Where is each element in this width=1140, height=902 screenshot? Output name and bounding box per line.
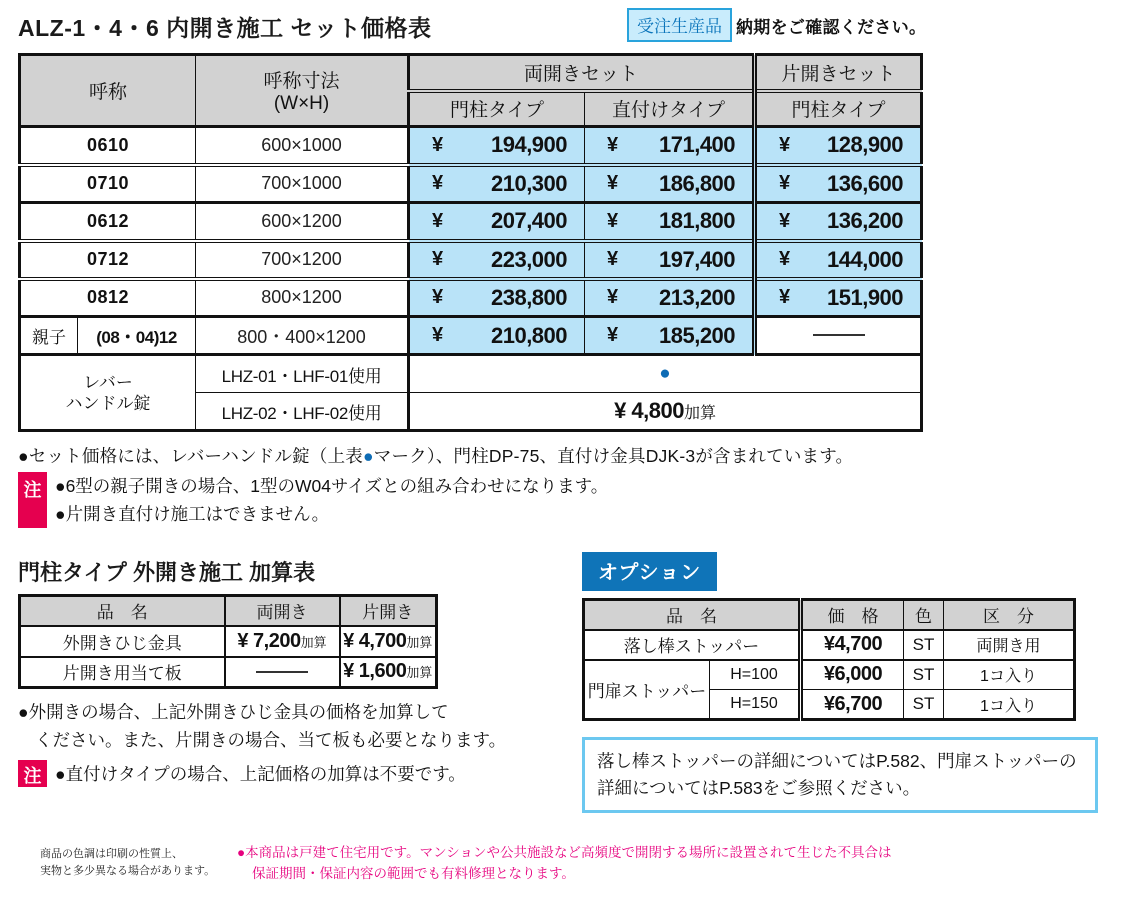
blue-dot-mark: ● <box>659 363 671 384</box>
yen-sign: ¥ <box>432 209 444 232</box>
yen-sign: ¥ <box>432 172 444 195</box>
options-table <box>582 598 1076 721</box>
classification: 両開き用 <box>944 630 1075 660</box>
price-cell <box>409 127 585 165</box>
size-code: (08・04)12 <box>78 317 196 355</box>
surcharge-table-wrap <box>18 594 438 689</box>
col-header-name: 呼称 <box>20 55 196 127</box>
product-name: 片開き用当て板 <box>20 657 225 688</box>
dimensions: 600×1200 <box>196 203 409 241</box>
yen-sign: ¥ <box>432 248 444 270</box>
variant-height: H=150 <box>710 690 801 720</box>
dimensions: 800・400×1200 <box>196 317 409 355</box>
col-header-both: 両開き <box>225 596 340 626</box>
price-value: ¥ 1,600 <box>343 660 407 683</box>
lock-model-lhz01: LHZ-01・LHF-01使用 <box>196 355 409 393</box>
col-header-single: 片開き <box>340 596 437 626</box>
price-value: ¥4,700 <box>801 630 904 660</box>
yen-sign: ¥ <box>607 248 619 270</box>
reference-note-box: 落し棒ストッパーの詳細についてはP.582、門扉ストッパーの詳細についてはP.583をご参照ください。 <box>582 737 1098 813</box>
price-value: 186,800 <box>659 170 736 196</box>
header-row-1 <box>20 55 922 91</box>
table-row-0712 <box>20 241 922 279</box>
yen-sign: ¥ <box>779 248 791 270</box>
product-name: 外開きひじ金具 <box>20 626 225 657</box>
warning-line: ●本商品は戸建て住宅用です。マンションや公共施設など高頻度で開閉する場所に設置されて生じた不具合は <box>237 845 892 860</box>
price-cell <box>409 317 585 355</box>
yen-sign: ¥ <box>432 324 444 346</box>
price-value: 144,000 <box>827 246 904 272</box>
group-header-double: 両開きセット <box>409 55 755 91</box>
dash <box>256 671 308 673</box>
price-cell <box>755 279 922 317</box>
price-value: 197,400 <box>659 246 736 272</box>
color-disclaimer <box>40 846 215 880</box>
price-value: 213,200 <box>659 284 736 310</box>
sub-header-pillar-type-single: 門柱タイプ <box>755 91 922 127</box>
yen-sign: ¥ <box>432 286 444 309</box>
col-header-color: 色 <box>904 600 944 630</box>
yen-sign: ¥ <box>607 172 619 195</box>
price-cell <box>755 127 922 165</box>
note-text: マーク）、門柱DP-75、直付け金具DJK-3が含まれています。 <box>373 446 854 466</box>
oyako-label: 親子 <box>20 317 78 355</box>
color-code: ST <box>904 660 944 690</box>
product-name: 落し棒ストッパー <box>584 630 801 660</box>
disclaimer-line: 商品の色調は印刷の性質上、 <box>40 848 183 860</box>
yen-sign: ¥ <box>607 324 619 346</box>
price-value: 128,900 <box>827 132 904 158</box>
dimensions: 700×1000 <box>196 165 409 203</box>
price-value: 185,200 <box>659 322 736 348</box>
col-header-size-line2: (W×H) <box>273 93 330 114</box>
surcharge-suffix: 加算 <box>683 405 716 422</box>
dimensions: 600×1000 <box>196 127 409 165</box>
price-suffix: 加算 <box>300 634 327 650</box>
options-table-wrap <box>582 598 1076 721</box>
note-text: ●セット価格には、レバーハンドル錠（上表 <box>18 446 363 466</box>
price-value: 181,800 <box>659 208 736 234</box>
variant-height: H=100 <box>710 660 801 690</box>
caution-line: ●直付けタイプの場合、上記価格の加算は不要です。 <box>55 764 466 784</box>
price-value: ¥6,000 <box>801 660 904 690</box>
order-badge-group <box>627 8 926 42</box>
main-price-table <box>18 53 923 432</box>
col-header-size-line1: 呼称寸法 <box>263 71 340 92</box>
yen-sign: ¥ <box>432 133 444 156</box>
surcharge-row-hinge <box>20 626 437 657</box>
yen-sign: ¥ <box>607 286 619 309</box>
size-code: 0712 <box>20 241 196 279</box>
table-row-0612 <box>20 203 922 241</box>
price-cell <box>755 165 922 203</box>
price-cell <box>225 626 340 657</box>
options-header-row <box>584 600 1075 630</box>
delivery-confirm-note: 納期をご確認ください。 <box>736 17 927 37</box>
price-cell <box>585 279 755 317</box>
col-header-price: 価 格 <box>801 600 904 630</box>
surcharge-table <box>18 594 438 689</box>
size-code: 0812 <box>20 279 196 317</box>
group-header-single: 片開きセット <box>755 55 922 91</box>
included-dot-cell <box>409 355 922 393</box>
caution-block-2 <box>18 760 466 787</box>
caution-lines <box>55 472 608 528</box>
caution-block-1 <box>18 472 608 528</box>
classification: 1コ入り <box>944 690 1075 720</box>
price-cell <box>340 626 437 657</box>
price-cell <box>409 165 585 203</box>
note-line: ●外開きの場合、上記外開きひじ金具の価格を加算して <box>18 702 449 722</box>
table-row-0710 <box>20 165 922 203</box>
options-badge: オプション <box>582 552 717 591</box>
price-cell <box>409 203 585 241</box>
yen-sign: ¥ <box>779 133 791 156</box>
caution-badge: 注 <box>18 760 47 787</box>
col-header-product: 品 名 <box>20 596 225 626</box>
caution-badge: 注 <box>18 472 47 528</box>
price-value: 171,400 <box>659 132 736 158</box>
sub-header-direct-type: 直付けタイプ <box>585 91 755 127</box>
price-suffix: 加算 <box>406 634 433 650</box>
price-value: 223,000 <box>490 246 568 272</box>
made-to-order-badge: 受注生産品 <box>627 8 732 42</box>
main-price-table-wrap <box>18 53 923 432</box>
no-price-cell <box>755 317 922 355</box>
price-cell <box>585 127 755 165</box>
surcharge-section-title: 門柱タイプ 外開き施工 加算表 <box>18 560 316 585</box>
price-value: 136,200 <box>827 208 904 234</box>
price-cell <box>340 657 437 688</box>
sub-header-pillar-type: 門柱タイプ <box>409 91 585 127</box>
yen-sign: ¥ <box>779 286 791 309</box>
table-row-lever-1 <box>20 355 922 393</box>
price-cell <box>585 203 755 241</box>
price-suffix: 加算 <box>406 665 433 681</box>
price-value: ¥ 7,200 <box>237 629 301 652</box>
page-title: ALZ-1・4・6 内開き施工 セット価格表 <box>18 15 432 41</box>
dimensions: 700×1200 <box>196 241 409 279</box>
size-code: 0710 <box>20 165 196 203</box>
price-value: 194,900 <box>490 132 568 158</box>
price-cell <box>755 203 922 241</box>
col-header-product: 品 名 <box>584 600 801 630</box>
surcharge-price: ¥ 4,800 <box>614 398 684 423</box>
size-code: 0612 <box>20 203 196 241</box>
price-value: 210,300 <box>490 170 568 196</box>
dash <box>813 334 865 336</box>
lock-model-lhz02: LHZ-02・LHF-02使用 <box>196 393 409 431</box>
price-value: 238,800 <box>490 284 568 310</box>
size-code: 0610 <box>20 127 196 165</box>
note-line: ください。また、片開きの場合、当て板も必要となります。 <box>35 730 507 750</box>
price-cell <box>755 241 922 279</box>
price-cell <box>585 241 755 279</box>
color-code: ST <box>904 690 944 720</box>
table-row-oyako <box>20 317 922 355</box>
col-header-class: 区 分 <box>944 600 1075 630</box>
set-price-note <box>18 443 853 468</box>
price-value: 207,400 <box>490 208 568 234</box>
table-row-0812 <box>20 279 922 317</box>
price-cell <box>585 317 755 355</box>
dimensions: 800×1200 <box>196 279 409 317</box>
caution-line: ●片開き直付け施工はできません。 <box>55 504 330 524</box>
warning-line: 保証期間・保証内容の範囲でも有料修理となります。 <box>252 866 575 881</box>
price-cell <box>409 279 585 317</box>
yen-sign: ¥ <box>779 172 791 195</box>
disclaimer-line: 実物と多少異なる場合があります。 <box>40 865 216 877</box>
yen-sign: ¥ <box>607 133 619 156</box>
no-price-cell <box>225 657 340 688</box>
surcharge-header-row <box>20 596 437 626</box>
lever-label-line2: ハンドル錠 <box>65 393 151 413</box>
lever-label-line1: レバー <box>83 372 133 392</box>
color-code: ST <box>904 630 944 660</box>
price-value: 136,600 <box>827 170 904 196</box>
product-name: 門扉ストッパー <box>584 660 710 720</box>
yen-sign: ¥ <box>779 209 791 232</box>
table-row-0610 <box>20 127 922 165</box>
col-header-size <box>196 55 409 127</box>
lever-handle-lock-label <box>20 355 196 431</box>
yen-sign: ¥ <box>607 209 619 232</box>
outward-opening-note <box>18 698 506 754</box>
options-row-stopper-h100 <box>584 660 1075 690</box>
price-value: 210,800 <box>490 322 568 348</box>
options-row-dropbar <box>584 630 1075 660</box>
price-cell <box>409 241 585 279</box>
classification: 1コ入り <box>944 660 1075 690</box>
residential-use-warning <box>237 842 891 884</box>
blue-dot-mark: ● <box>362 446 374 466</box>
price-value: ¥ 4,700 <box>343 629 407 652</box>
caution-line: ●6型の親子開きの場合、1型のW04サイズとの組み合わせになります。 <box>55 476 609 496</box>
surcharge-cell <box>409 393 922 431</box>
surcharge-row-plate <box>20 657 437 688</box>
price-cell <box>585 165 755 203</box>
price-value: 151,900 <box>827 284 904 310</box>
price-value: ¥6,700 <box>801 690 904 720</box>
